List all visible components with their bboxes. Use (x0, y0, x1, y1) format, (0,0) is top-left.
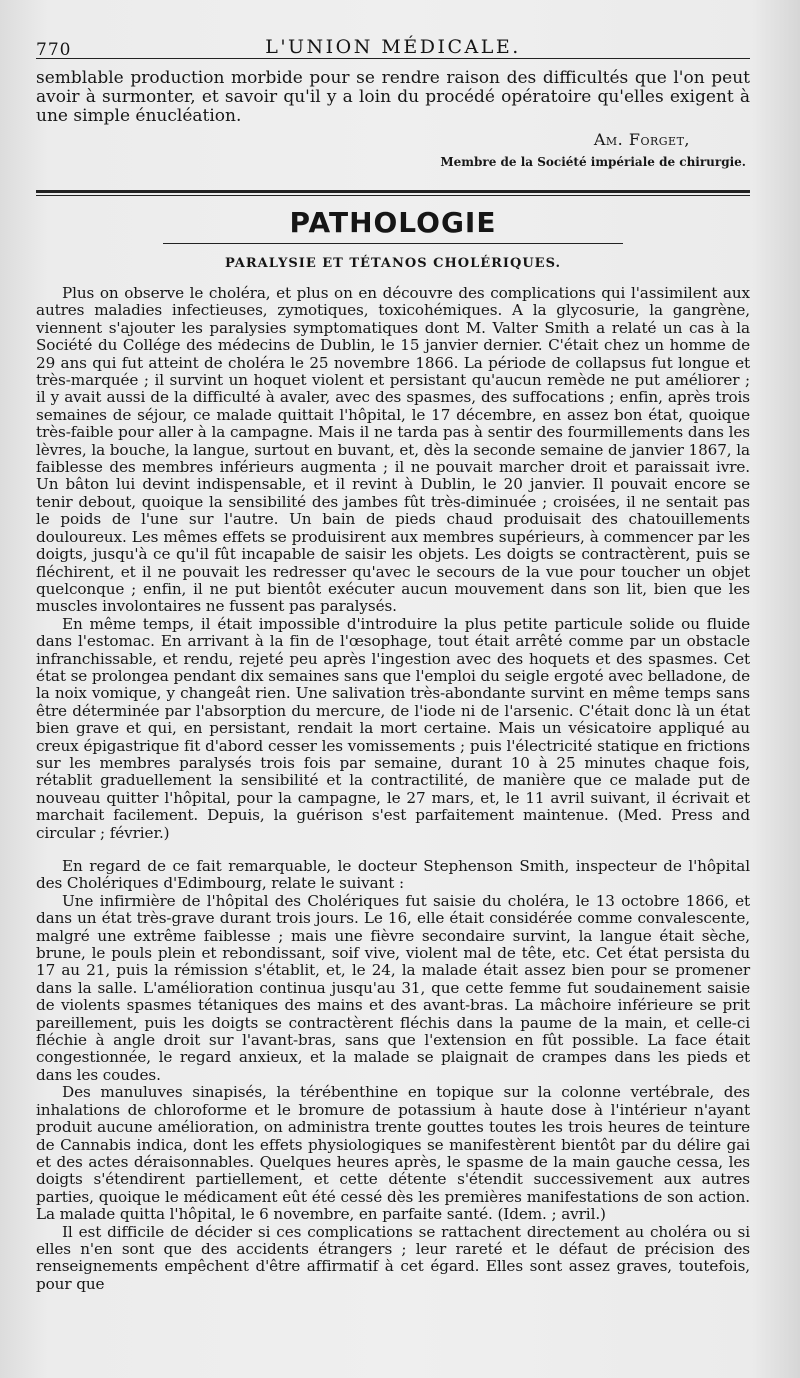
previous-article-ending (36, 69, 750, 172)
running-head (36, 30, 750, 59)
article-paragraph: Plus on observe le choléra, et plus on en découvre des complications qui l'assimilent aux autres maladies infectieuses, zymotiques, toxicohémiques. A la glycosurie, la gangrène, viennent s'ajouter les paralysies symptomatiques dont M. Valter Smith a relaté un cas à la Société du Collége des médecins de Dublin, le 15 janvier dernier. C'était chez un homme de 29 ans qui fut atteint de choléra le 25 novembre 1866. La période de collapsus fut longue et très-marquée ; il survint un hoquet violent et persistant qu'aucun remède ne put améliorer ; il y avait aussi de la difficulté à avaler, avec des spasmes, des suffocations ; enfin, après trois semaines de séjour, ce malade quittait l'hôpital, le 17 décembre, en assez bon état, quoique très-faible pour aller à la campagne. Mais il ne tarda pas à sentir des fourmillements dans les lèvres, la bouche, la langue, surtout en buvant, et, dès la seconde semaine de janvier 1867, la faiblesse des membres inférieurs augmenta ; il ne pouvait marcher droit et paraissait ivre. Un bâton lui devint indispensable, et il revint à Dublin, le 20 janvier. Il pouvait encore se tenir debout, quoique la sensibilité des jambes fût très-diminuée ; croisées, il ne sentait pas le poids de l'une sur l'autre. Un bain de pieds chaud produisait des chatouillements douloureux. Les mêmes effets se produisirent aux membres supérieurs, à commencer par les doigts, jusqu'à ce qu'il fût incapable de saisir les objets. Les doigts se contractèrent, puis se fléchirent, et il ne pouvait les redresser qu'avec le secours de la vue pour toucher un objet quelconque ; enfin, il ne put bientôt exécuter aucun mouvement dans son lit, bien que les muscles involontaires ne fussent pas paralysés. (36, 284, 750, 616)
previous-article-text: semblable production morbide pour se rendre raison des difficultés que l'on peut avoir à surmonter, et savoir qu'il y a loin du procédé opératoire qu'elles exigent à une simple énucléation. (36, 68, 750, 126)
article-paragraph: Il est difficile de décider si ces complications se rattachent directement au choléra ou si elles n'en sont que des accidents étrangers ; leur rareté et le défaut de précision des renseignements empêchent d'être affirmatif à cet égard. Elles sont assez graves, toutefois, pour que (36, 1222, 750, 1293)
journal-title: L'UNION MÉDICALE. (265, 36, 521, 58)
article-paragraph: En regard de ce fait remarquable, le docteur Stephenson Smith, inspecteur de l'hôpital des Cholériques d'Edimbourg, relate le suivant : (36, 857, 750, 893)
article-body (36, 285, 750, 1293)
article-paragraph: Une infirmière de l'hôpital des Cholériques fut saisie du choléra, le 13 octobre 1866, et dans un état très-grave durant trois jours. Le 16, elle était considérée comme convalescente, malgré une extrême faiblesse ; mais une fièvre secondaire survint, la langue était sèche, brune, le pouls plein et rebondissant, soif vive, violent mal de tête, etc. Cet état persista du 17 au 21, puis la rémission s'établit, et, le 24, la malade était assez bien pour se promener dans la salle. L'amélioration continua jusqu'au 31, que cette femme fut soudainement saisie de violents spasmes tétaniques des mains et des avant-bras. La mâchoire inférieure se prit pareillement, puis les doigts se contractèrent fléchis dans la paume de la main, et celle-ci fléchie à angle droit sur l'avant-bras, sans que l'extension en fût possible. La face était congestionnée, le regard anxieux, et la malade se plaignait de crampes dans les pieds et dans les coudes. (36, 891, 750, 1084)
section-divider (36, 190, 750, 196)
author-signature: Am. Forget, (593, 130, 690, 149)
section-title: PATHOLOGIE (289, 206, 497, 239)
title-underline (163, 243, 623, 244)
article-title: PARALYSIE ET TÉTANOS CHOLÉRIQUES. (224, 256, 562, 271)
article-paragraph: Des manuluves sinapisés, la térébenthine en topique sur la colonne vertébrale, des inhalations de chloroforme et le bromure de potassium à haute dose à l'intérieur n'ayant produit aucune amélioration, on administra trente gouttes toutes les trois heures de teinture de Cannabis indica, dont les effets physiologiques se manifestèrent bientôt par du délire gai et des actes déraisonnables. Quelques heures après, le spasme de la main gauche cessa, les doigts s'étendirent partiellement, et cette détente s'étendit successivement aux autres parties, quoique le médicament eût été cessé dès les premières manifestations de son action. La malade quitta l'hôpital, le 6 novembre, en parfaite santé. (Idem. ; avril.) (36, 1083, 750, 1224)
page-number: 770 (36, 40, 72, 60)
article-paragraph: En même temps, il était impossible d'introduire la plus petite particule solide ou fluide dans l'estomac. En arrivant à la fin de l'œsophage, tout était arrêté comme par un obstacle infranchissable, et rendu, rejeté peu après l'ingestion avec des hoquets et des spasmes. Cet état se prolongea pendant dix semaines sans que l'emploi du seigle ergoté avec belladone, de la noix vomique, y changeât rien. Une salivation très-abondante survint en même temps sans être déterminée par l'absorption du mercure, de l'iode ni de l'arsenic. C'était donc là un état bien grave et qui, en persistant, rendait la mort certaine. Mais un vésicatoire appliqué au creux épigastrique fit d'abord cesser les vomissements ; puis l'électricité statique en frictions sur les membres paralysés trois fois par semaine, durant 10 à 25 minutes chaque fois, rétablit graduellement la sensibilité et la contractilité, de manière que ce malade put de nouveau quitter l'hôpital, pour la campagne, le 27 mars, et, le 11 avril suivant, il écrivait et marchait facilement. Depuis, la guérison s'est parfaitement maintenue. (Med. Press and circular ; février.) (36, 614, 750, 842)
author-affiliation: Membre de la Société impériale de chirurgie. (440, 155, 746, 169)
